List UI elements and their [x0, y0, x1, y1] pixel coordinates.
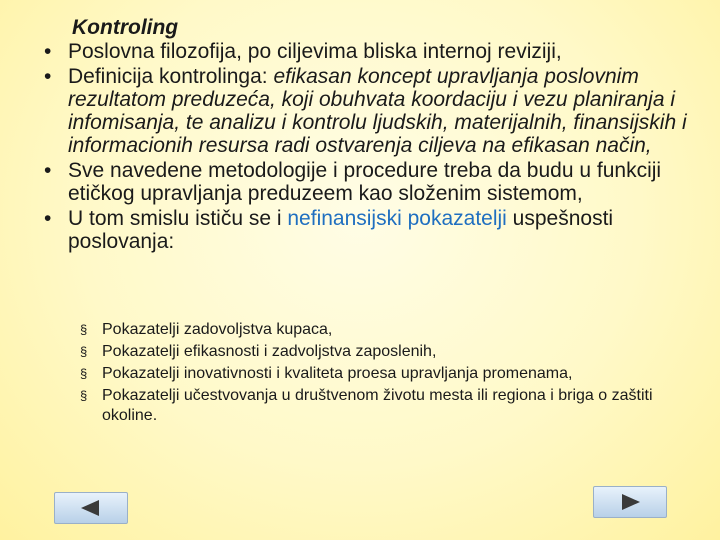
square-bullet-icon: §	[80, 366, 88, 381]
bullet-marker: •	[44, 65, 52, 88]
bullet-marker: •	[44, 207, 52, 230]
main-bullet-list	[0, 40, 700, 255]
slide-title: Kontroling	[72, 16, 179, 39]
bullet-text: Poslovna filozofija, po ciljevima bliska internoj reviziji,	[68, 40, 562, 63]
triangle-right-icon	[622, 494, 640, 510]
triangle-left-icon	[81, 500, 99, 516]
sub-item	[0, 386, 700, 426]
sub-item-text: Pokazatelji zadovoljstva kupaca,	[102, 321, 333, 338]
definition-text: efikasan koncept upravljanja poslovnim rezultatom preduzeća, koji obuhvata koordaciju i vezu planiranja i infomisanja, te analizu i kontrolu ljudskih, materijalnih, finansijskih i informacionih resursa radi ostvarenja ciljeva na efikasan način,	[68, 65, 687, 157]
bullet-text: Sve navedene metodologije i procedure treba da budu u funkciji etičkog upravljanja preduzeem kao složenim sistemom,	[68, 159, 662, 205]
bullet-item	[0, 40, 700, 63]
bullet-marker: •	[44, 40, 52, 63]
bullet-text: Definicija kontrolinga:	[68, 65, 274, 88]
sub-item-text: Pokazatelji inovativnosti i kvaliteta proesa upravljanja promenama,	[102, 365, 573, 382]
sub-item-text: Pokazatelji efikasnosti i zadvoljstva zaposlenih,	[102, 343, 437, 360]
previous-slide-button[interactable]	[54, 492, 128, 524]
bullet-text: U tom smislu ističu se i	[68, 207, 288, 230]
bullet-item	[0, 207, 700, 253]
square-bullet-icon: §	[80, 344, 88, 359]
next-slide-button[interactable]	[593, 486, 667, 518]
sub-item	[0, 320, 700, 340]
highlighted-term: nefinansijski pokazatelji	[287, 207, 507, 230]
bullet-text-tail: uspešnosti poslovanja:	[68, 207, 614, 253]
bullet-item	[0, 159, 700, 205]
sub-item	[0, 364, 700, 384]
bullet-marker: •	[44, 159, 52, 182]
sub-item-text: Pokazatelji učestvovanja u društvenom životu mesta ili regiona i briga o zaštiti okoline.	[102, 387, 653, 424]
square-bullet-icon: §	[80, 388, 88, 403]
bullet-item	[0, 65, 700, 157]
sub-bullet-list	[0, 320, 700, 428]
sub-item	[0, 342, 700, 362]
square-bullet-icon: §	[80, 322, 88, 337]
